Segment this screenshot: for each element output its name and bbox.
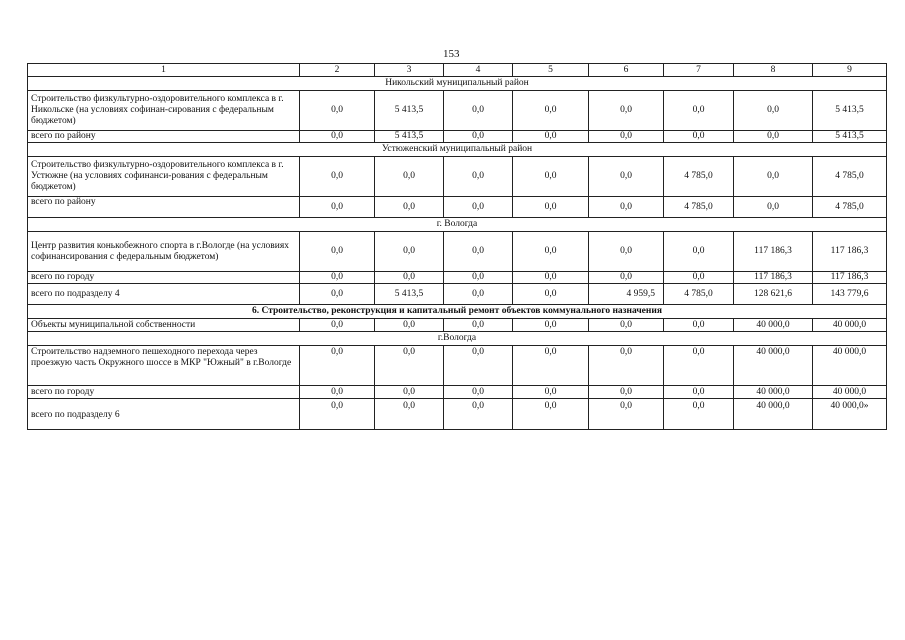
cell-value: 0,0	[375, 157, 444, 197]
cell-value: 4 785,0	[664, 157, 734, 197]
cell-value: 0,0	[513, 232, 589, 272]
row-name: всего по району	[28, 197, 300, 218]
cell-value: 4 785,0	[813, 197, 887, 218]
budget-table	[27, 63, 887, 430]
section-title-heading6: 6. Строительство, реконструкция и капитальный ремонт объектов коммунального назначения	[28, 305, 887, 319]
cell-value: 4 785,0	[813, 157, 887, 197]
row-name: всего по району	[28, 131, 300, 143]
row-name: всего по городу	[28, 272, 300, 284]
cell-value: 0,0	[444, 272, 513, 284]
cell-value: 0,0	[444, 197, 513, 218]
cell-value: 0,0	[444, 157, 513, 197]
cell-value: 0,0	[513, 91, 589, 131]
cell-value: 0,0	[734, 157, 813, 197]
cell-value: 40 000,0»	[813, 399, 887, 430]
column-header: 8	[734, 64, 813, 77]
cell-value: 0,0	[375, 197, 444, 218]
cell-value: 0,0	[375, 272, 444, 284]
section-title-vologda: г. Вологда	[28, 218, 887, 232]
cell-value: 0,0	[444, 319, 513, 332]
section-row	[28, 218, 887, 232]
cell-value: 0,0	[375, 346, 444, 386]
table-row	[28, 319, 887, 332]
cell-value: 0,0	[589, 157, 664, 197]
cell-value: 0,0	[513, 319, 589, 332]
cell-value: 0,0	[300, 232, 375, 272]
cell-value: 0,0	[300, 131, 375, 143]
cell-value: 143 779,6	[813, 284, 887, 305]
section-row	[28, 143, 887, 157]
cell-value: 0,0	[444, 284, 513, 305]
cell-value: 0,0	[513, 272, 589, 284]
cell-value: 0,0	[513, 399, 589, 430]
cell-value: 0,0	[513, 131, 589, 143]
table-row	[28, 157, 887, 197]
cell-value: 0,0	[664, 386, 734, 399]
cell-value: 0,0	[300, 346, 375, 386]
cell-value: 0,0	[589, 346, 664, 386]
cell-value: 0,0	[513, 197, 589, 218]
cell-value: 0,0	[513, 346, 589, 386]
cell-value: 0,0	[300, 157, 375, 197]
cell-value: 0,0	[513, 386, 589, 399]
cell-value: 0,0	[375, 399, 444, 430]
cell-value: 0,0	[589, 131, 664, 143]
cell-value: 0,0	[664, 272, 734, 284]
row-name: всего по городу	[28, 386, 300, 399]
cell-value: 0,0	[513, 157, 589, 197]
row-name: Строительство физкультурно-оздоровительного комплекса в г. Устюжне (на условиях софинанси-рования с федеральным бюджетом)	[28, 157, 300, 197]
column-header: 1	[28, 64, 300, 77]
cell-value: 40 000,0	[813, 319, 887, 332]
cell-value: 0,0	[300, 319, 375, 332]
table-row	[28, 91, 887, 131]
cell-value: 0,0	[444, 91, 513, 131]
cell-value: 0,0	[589, 386, 664, 399]
page-number: 153	[443, 48, 460, 60]
cell-value: 0,0	[444, 346, 513, 386]
cell-value: 5 413,5	[375, 284, 444, 305]
column-header: 3	[375, 64, 444, 77]
cell-value: 0,0	[664, 319, 734, 332]
cell-value: 0,0	[444, 399, 513, 430]
cell-value: 117 186,3	[813, 232, 887, 272]
row-name: Центр развития конькобежного спорта в г.Вологде (на условиях софинансирования с федеральным бюджетом)	[28, 232, 300, 272]
cell-value: 0,0	[300, 399, 375, 430]
cell-value: 117 186,3	[734, 232, 813, 272]
column-header: 2	[300, 64, 375, 77]
column-header: 6	[589, 64, 664, 77]
cell-value: 4 959,5	[589, 284, 664, 305]
cell-value: 0,0	[589, 232, 664, 272]
cell-value: 40 000,0	[734, 386, 813, 399]
row-name: всего по подразделу 6	[28, 399, 300, 430]
cell-value: 40 000,0	[813, 346, 887, 386]
cell-value: 40 000,0	[734, 399, 813, 430]
cell-value: 0,0	[444, 232, 513, 272]
table-row	[28, 346, 887, 386]
cell-value: 0,0	[589, 91, 664, 131]
cell-value: 0,0	[589, 319, 664, 332]
cell-value: 0,0	[664, 346, 734, 386]
cell-value: 4 785,0	[664, 197, 734, 218]
table-row	[28, 232, 887, 272]
cell-value: 128 621,6	[734, 284, 813, 305]
column-header: 5	[513, 64, 589, 77]
cell-value: 0,0	[589, 197, 664, 218]
section-title-nikolsky: Никольский муниципальный район	[28, 77, 887, 91]
section-row	[28, 77, 887, 91]
section-row	[28, 305, 887, 319]
cell-value: 4 785,0	[664, 284, 734, 305]
cell-value: 0,0	[444, 386, 513, 399]
table-row	[28, 272, 887, 284]
section-title-vologda2: г.Вологда	[28, 332, 887, 346]
cell-value: 0,0	[734, 197, 813, 218]
cell-value: 40 000,0	[813, 386, 887, 399]
column-header-row	[28, 64, 887, 77]
column-header: 7	[664, 64, 734, 77]
cell-value: 0,0	[734, 131, 813, 143]
section-title-ustyuzhensky: Устюженский муниципальный район	[28, 143, 887, 157]
cell-value: 0,0	[300, 91, 375, 131]
column-header: 9	[813, 64, 887, 77]
cell-value: 0,0	[734, 91, 813, 131]
table-row	[28, 197, 887, 218]
table-row	[28, 131, 887, 143]
cell-value: 5 413,5	[375, 131, 444, 143]
table-row	[28, 399, 887, 430]
cell-value: 0,0	[375, 319, 444, 332]
cell-value: 0,0	[664, 232, 734, 272]
cell-value: 0,0	[664, 131, 734, 143]
cell-value: 0,0	[589, 272, 664, 284]
cell-value: 5 413,5	[375, 91, 444, 131]
section-row	[28, 332, 887, 346]
row-name: Объекты муниципальной собственности	[28, 319, 300, 332]
row-name: Строительство физкультурно-оздоровительного комплекса в г. Никольске (на условиях софинан-сирования с федеральным бюджетом)	[28, 91, 300, 131]
column-header: 4	[444, 64, 513, 77]
cell-value: 0,0	[664, 91, 734, 131]
cell-value: 0,0	[664, 399, 734, 430]
cell-value: 5 413,5	[813, 91, 887, 131]
table-row	[28, 386, 887, 399]
cell-value: 0,0	[513, 284, 589, 305]
cell-value: 40 000,0	[734, 319, 813, 332]
cell-value: 0,0	[375, 386, 444, 399]
cell-value: 0,0	[589, 399, 664, 430]
cell-value: 0,0	[300, 197, 375, 218]
cell-value: 0,0	[444, 131, 513, 143]
table-row	[28, 284, 887, 305]
cell-value: 40 000,0	[734, 346, 813, 386]
row-name: Строительство надземного пешеходного перехода через проезжую часть Окружного шоссе в МКР "Южный" в г.Вологде	[28, 346, 300, 386]
cell-value: 117 186,3	[734, 272, 813, 284]
cell-value: 0,0	[375, 232, 444, 272]
cell-value: 117 186,3	[813, 272, 887, 284]
cell-value: 0,0	[300, 386, 375, 399]
cell-value: 5 413,5	[813, 131, 887, 143]
cell-value: 0,0	[300, 272, 375, 284]
row-name: всего по подразделу 4	[28, 284, 300, 305]
cell-value: 0,0	[300, 284, 375, 305]
